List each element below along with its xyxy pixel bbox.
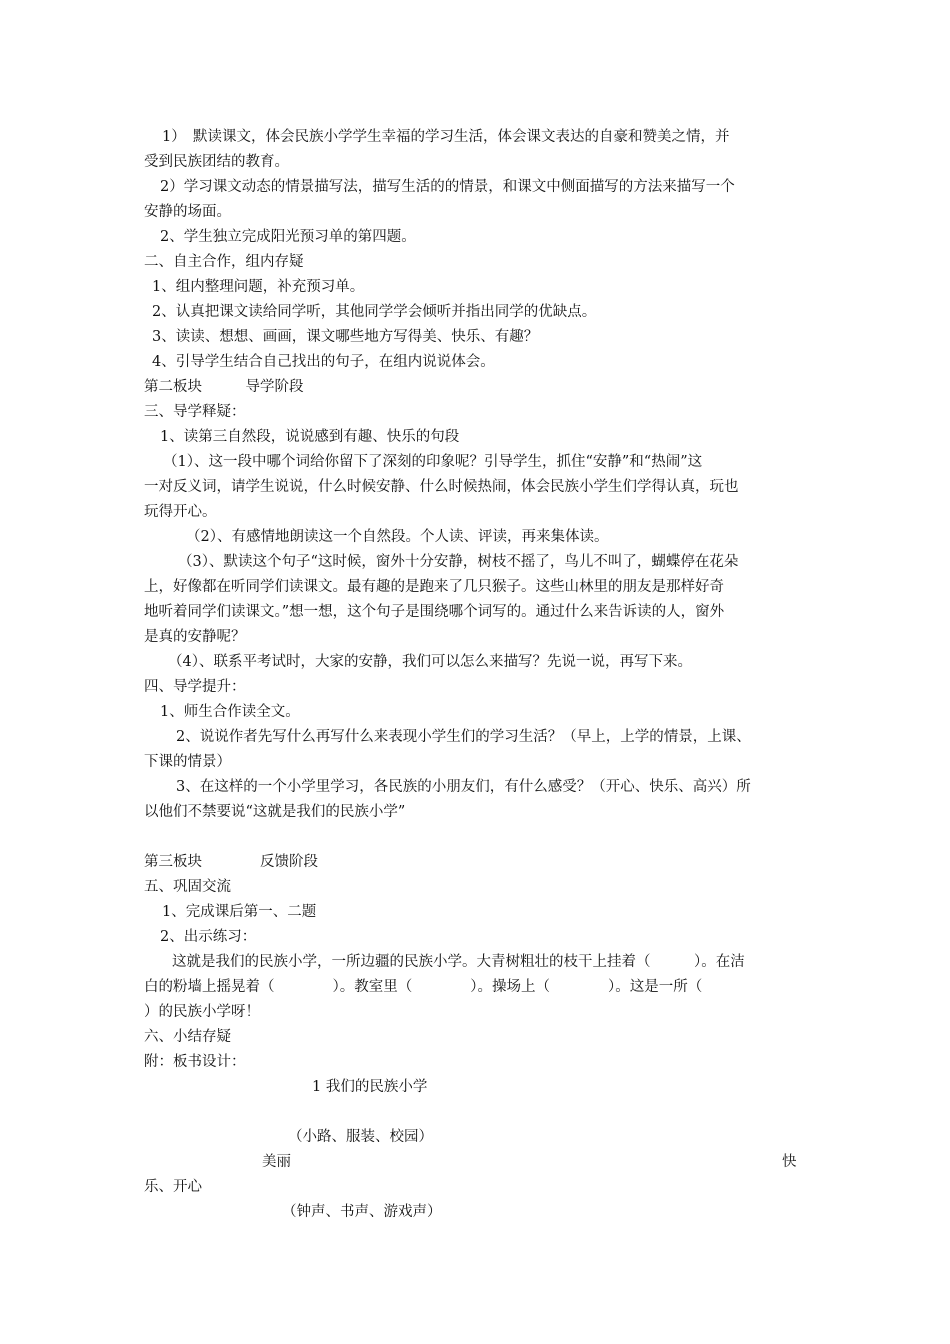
list-item: 1、读第三自然段，说说感到有趣、快乐的句段 xyxy=(160,429,460,445)
paragraph-line: 下课的情景） xyxy=(144,754,231,770)
objective-1-line-2: 受到民族团结的教育。 xyxy=(144,154,289,170)
section-heading-3: 三、导学释疑： xyxy=(144,404,246,420)
paragraph-line: （2）、有感情地朗读这一个自然段。个人读、评读，再来集体读。 xyxy=(186,529,609,545)
paragraph-line: 是真的安静呢？ xyxy=(144,629,246,645)
paragraph-line: 3、在这样的一个小学里学习，各民族的小朋友们，有什么感受？（开心、快乐、高兴）所 xyxy=(176,779,751,795)
list-item: 1、完成课后第一、二题 xyxy=(162,904,317,920)
paragraph-line: 玩得开心。 xyxy=(144,504,217,520)
list-item: 4、引导学生结合自己找出的句子，在组内说说体会。 xyxy=(152,354,495,370)
list-item: 3、读读、想想、画画，课文哪些地方写得美、快乐、有趣？ xyxy=(152,329,539,345)
paragraph-line: （3）、默读这个句子“这时候，窗外十分安静，树枝不摇了，鸟儿不叫了，蝴蝶停在花朵 xyxy=(178,554,739,570)
section-heading-6: 六、小结存疑 xyxy=(144,1029,231,1045)
paragraph-line: 上，好像都在听同学们读课文。最有趣的是跑来了几只猴子。这些山林里的朋友是那样好奇 xyxy=(144,579,724,595)
section-heading-4: 四、导学提升： xyxy=(144,679,246,695)
objective-2-line-1: 2）学习课文动态的情景描写法，描写生活的的情景，和课文中侧面描写的方法来描写一个 xyxy=(160,179,735,195)
board-item-right-cont: 乐、开心 xyxy=(144,1179,202,1195)
block-heading-2: 第二板块 导学阶段 xyxy=(144,379,304,395)
section-heading-2: 二、自主合作，组内存疑 xyxy=(144,254,304,270)
exercise-line: 白的粉墙上摇晃着（ ）。教室里（ ）。操场上（ ）。这是一所（ xyxy=(144,979,703,995)
paragraph-line: 一对反义词，请学生说说，什么时候安静、什么时候热闹，体会民族小学生们学得认真，玩也 xyxy=(144,479,739,495)
exercise-line: 这就是我们的民族小学，一所边疆的民族小学。大青树粗壮的枝干上挂着（ ）。在洁 xyxy=(172,954,745,970)
list-item: 1、组内整理问题，补充预习单。 xyxy=(152,279,365,295)
preview-task-line: 2、学生独立完成阳光预习单的第四题。 xyxy=(160,229,416,245)
board-item-left: 美丽 xyxy=(262,1154,291,1170)
objective-1-line-1: 1） 默读课文，体会民族小学学生幸福的学习生活，体会课文表达的自豪和赞美之情，并 xyxy=(162,129,730,145)
list-item: 2、出示练习： xyxy=(160,929,257,945)
objective-2-line-2: 安静的场面。 xyxy=(144,204,231,220)
paragraph-line: 以他们不禁要说“这就是我们的民族小学” xyxy=(144,804,406,820)
paragraph-line: 地听着同学们读课文。”想一想，这个句子是围绕哪个词写的。通过什么来告诉读的人，窗外 xyxy=(144,604,725,620)
list-item: 2、认真把课文读给同学听，其他同学学会倾听并指出同学的优缺点。 xyxy=(152,304,597,320)
board-item-bottom: （钟声、书声、游戏声） xyxy=(282,1204,442,1220)
board-item-right: 快 xyxy=(782,1154,797,1170)
board-item-top: （小路、服装、校园） xyxy=(288,1129,433,1145)
exercise-line: ）的民族小学呀！ xyxy=(144,1004,260,1020)
block-heading-3: 第三板块 反馈阶段 xyxy=(144,854,318,870)
section-heading-5: 五、巩固交流 xyxy=(144,879,231,895)
board-title: 1 我们的民族小学 xyxy=(312,1079,428,1095)
paragraph-line: （1）、这一段中哪个词给你留下了深刻的印象呢？引导学生，抓住“安静”和“热闹”这 xyxy=(163,454,703,470)
list-item: 1、师生合作读全文。 xyxy=(160,704,300,720)
board-design-label: 附：板书设计： xyxy=(144,1054,246,1070)
paragraph-line: 2、说说作者先写什么再写什么来表现小学生们的学习生活？（早上，上学的情景，上课、 xyxy=(176,729,751,745)
paragraph-line: （4）、联系平考试时，大家的安静，我们可以怎么来描写？先说一说，再写下来。 xyxy=(168,654,692,670)
